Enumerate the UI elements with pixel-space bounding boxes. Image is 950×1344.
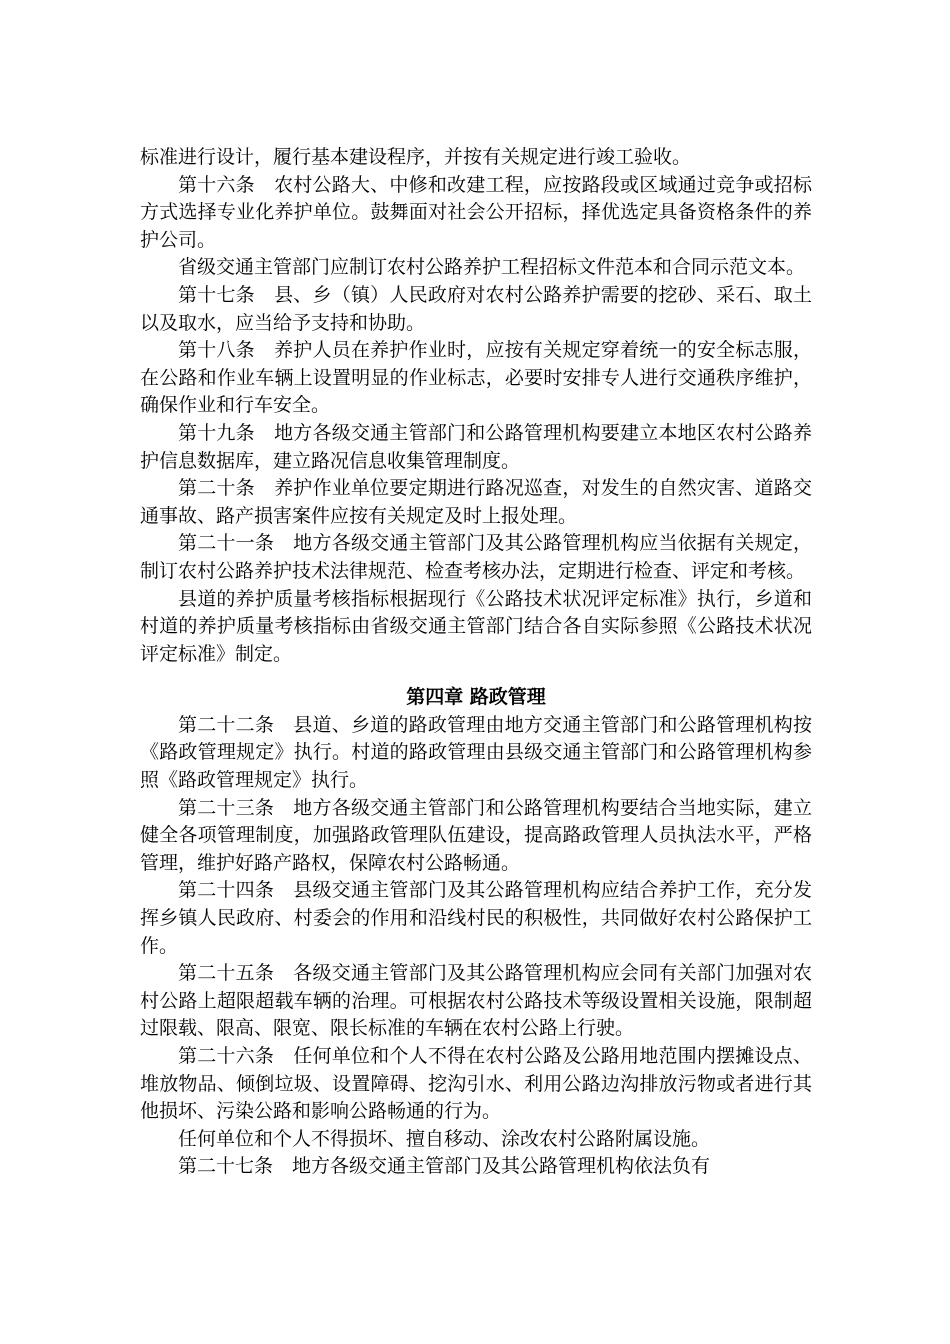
paragraph-article-18: 第十八条 养护人员在养护作业时，应按有关规定穿着统一的安全标志服，在公路和作业车辆上设置明显的作业标志，必要时安排专人进行交通秩序维护，确保作业和行车安全。	[140, 339, 812, 417]
paragraph-article-25: 第二十五条 各级交通主管部门及其公路管理机构应会同有关部门加强对农村公路上超限超载车辆的治理。可根据农村公路技术等级设置相关设施，限制超过限载、限高、限宽、限长标准的车辆在农村公路上行驶。	[140, 962, 812, 1040]
paragraph-article-16: 第十六条 农村公路大、中修和改建工程，应按路段或区域通过竞争或招标方式选择专业化养护单位。鼓舞面对社会公开招标，择优选定具备资格条件的养护公司。	[140, 173, 812, 251]
paragraph-article-21-note: 县道的养护质量考核指标根据现行《公路技术状况评定标准》执行，乡道和村道的养护质量考核指标由省级交通主管部门结合各自实际参照《公路技术状况评定标准》制定。	[140, 587, 812, 665]
paragraph-article-20: 第二十条 养护作业单位要定期进行路况巡查，对发生的自然灾害、道路交通事故、路产损害案件应按有关规定及时上报处理。	[140, 477, 812, 527]
paragraph-article-21: 第二十一条 地方各级交通主管部门及其公路管理机构应当依据有关规定，制订农村公路养护技术法律规范、检查考核办法，定期进行检查、评定和考核。	[140, 532, 812, 582]
paragraph-article-16-note: 省级交通主管部门应制订农村公路养护工程招标文件范本和合同示范文本。	[178, 256, 806, 279]
body-before-chapter	[140, 144, 812, 668]
body-after-chapter	[140, 712, 812, 1181]
paragraph-continuation: 标准进行设计，履行基本建设程序，并按有关规定进行竣工验收。	[140, 146, 692, 168]
paragraph-article-23: 第二十三条 地方各级交通主管部门和公路管理机构要结合当地实际，建立健全各项管理制度，加强路政管理队伍建设，提高路政管理人员执法水平，严格管理，维护好路产路权，保障农村公路畅通。	[140, 796, 812, 874]
paragraph-article-26: 第二十六条 任何单位和个人不得在农村公路及公路用地范围内摆摊设点、堆放物品、倾倒垃圾、设置障碍、挖沟引水、利用公路边沟排放污物或者进行其他损坏、污染公路和影响公路畅通的行为。	[140, 1045, 812, 1123]
paragraph-article-27: 第二十七条 地方各级交通主管部门及其公路管理机构依法负有	[178, 1155, 711, 1178]
paragraph-article-19: 第十九条 地方各级交通主管部门和公路管理机构要建立本地区农村公路养护信息数据库，建立路况信息收集管理制度。	[140, 421, 812, 472]
document-page	[140, 144, 812, 1181]
paragraph-article-26-note: 任何单位和个人不得损坏、擅自移动、涂改农村公路附属设施。	[178, 1127, 711, 1150]
paragraph-article-22: 第二十二条 县道、乡道的路政管理由地方交通主管部门和公路管理机构按《路政管理规定》执行。村道的路政管理由县级交通主管部门和公路管理机构参照《路政管理规定》执行。	[140, 713, 812, 792]
paragraph-article-24: 第二十四条 县级交通主管部门及其公路管理机构应结合养护工作，充分发挥乡镇人民政府、村委会的作用和沿线村民的积极性，共同做好农村公路保护工作。	[140, 879, 812, 957]
chapter-heading: 第四章 路政管理	[406, 686, 546, 709]
paragraph-article-17: 第十七条 县、乡（镇）人民政府对农村公路养护需要的挖砂、采石、取土以及取水，应当给予支持和协助。	[140, 283, 812, 334]
